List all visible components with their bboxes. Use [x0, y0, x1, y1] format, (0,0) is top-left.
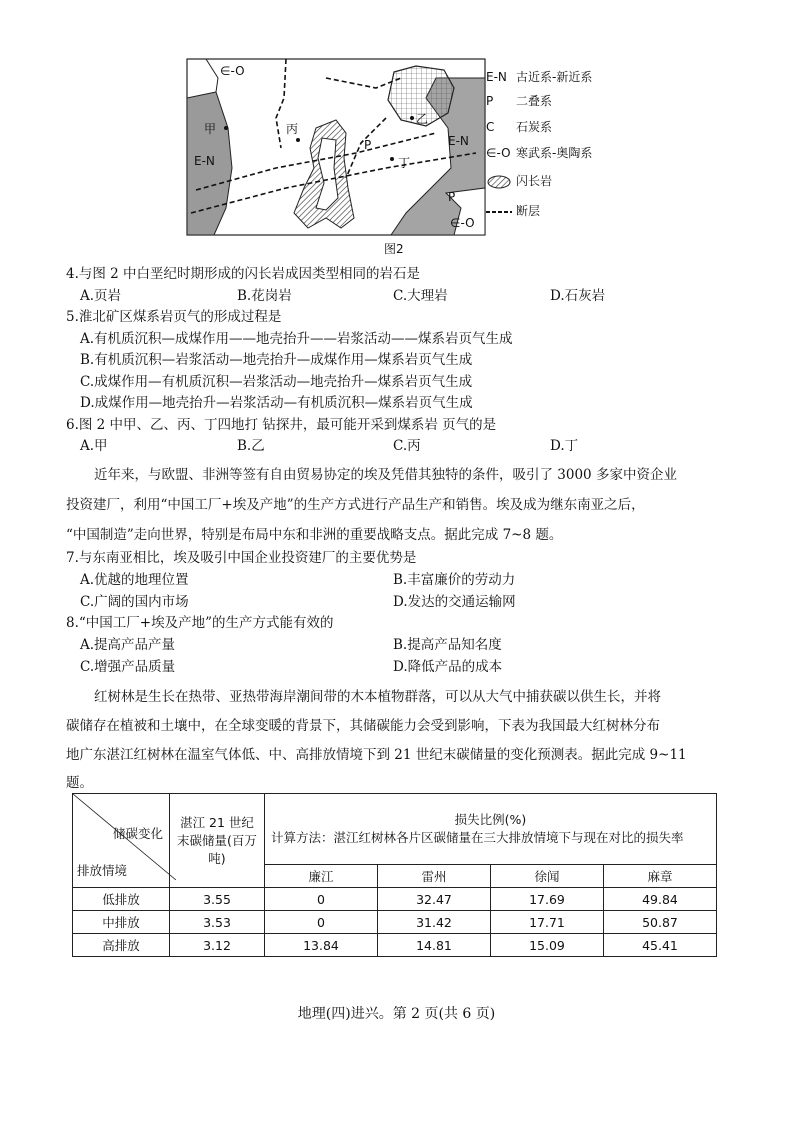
q5-option-a: A.有机质沉积—成煤作用——地壳抬升——岩浆活动——煤系岩页气生成 — [80, 331, 513, 347]
q7-option-d: D.发达的交通运输网 — [393, 594, 516, 610]
question-4-stem: 4.与图 2 中白垩纪时期形成的闪长岩成因类型相同的岩石是 — [66, 266, 421, 282]
loss-ratio-method: 计算方法：湛江红树林各片区碳储量在三大排放情境下与现在对比的损失率 — [271, 830, 684, 845]
scenario-cell: 低排放 — [73, 888, 170, 911]
fault-swatch-icon — [486, 207, 512, 217]
map-label-p: P — [364, 138, 372, 152]
value-cell: 32.47 — [377, 888, 490, 911]
legend-code: C — [486, 120, 495, 134]
value-cell: 17.71 — [490, 911, 603, 934]
legend-text: 古近系-新近系 — [516, 70, 593, 84]
value-cell: 14.81 — [377, 934, 490, 957]
value-cell: 13.84 — [265, 934, 378, 957]
map-label-yi: 乙 — [416, 112, 429, 126]
map-label-en: E-N — [194, 154, 215, 168]
map-label-ding: 丁 — [398, 156, 411, 170]
value-cell: 0 — [265, 911, 378, 934]
q8-option-c: C.增强产品质量 — [80, 659, 176, 675]
question-8-stem: 8.“中国工厂+埃及产地”的生产方式能有效的 — [66, 615, 334, 631]
scenario-cell: 高排放 — [73, 934, 170, 957]
location-dot — [410, 116, 414, 120]
q6-option-c: C.丙 — [393, 438, 421, 454]
q6-option-b: B.乙 — [237, 438, 265, 454]
map-label-bing: 丙 — [286, 122, 299, 136]
q7-option-a: A.优越的地理位置 — [80, 572, 189, 588]
region-header: 廉江 — [265, 865, 378, 888]
value-cell: 45.41 — [603, 934, 716, 957]
geologic-map — [186, 58, 486, 238]
scenario-cell: 中排放 — [73, 911, 170, 934]
value-cell: 15.09 — [490, 934, 603, 957]
table-row — [73, 934, 717, 957]
location-dot — [390, 157, 394, 161]
q5-option-c: C.成煤作用—有机质沉积—岩浆活动—地壳抬升—煤系岩页气生成 — [80, 374, 473, 390]
diorite-swatch-icon — [486, 174, 512, 190]
carbon-storage-table — [72, 793, 717, 957]
table-row — [73, 888, 717, 911]
map-label-p-right: P — [448, 190, 456, 204]
passage-2-line: 地广东湛江红树林在温室气体低、中、高排放情境下到 21 世纪末碳储量的变化预测表。据此完成 9~11 — [66, 747, 687, 763]
passage-2-line: 题。 — [66, 775, 93, 791]
legend-text: 石炭系 — [516, 120, 553, 134]
table-row — [73, 911, 717, 934]
legend-text: 二叠系 — [516, 94, 553, 108]
q7-option-b: B.丰富廉价的劳动力 — [393, 572, 516, 588]
page-footer: 地理(四)进兴。第 2 页(共 6 页) — [297, 1006, 496, 1022]
question-5-stem: 5.淮北矿区煤系岩页气的形成过程是 — [66, 309, 282, 325]
table-corner-cell — [73, 794, 170, 888]
location-dot — [224, 126, 228, 130]
value-cell: 50.87 — [603, 911, 716, 934]
legend-code: ∈-O — [486, 146, 511, 160]
corner-top-label: 储碳变化 — [112, 826, 163, 841]
q8-option-a: A.提高产品产量 — [80, 637, 176, 653]
legend-code: E-N — [486, 70, 507, 84]
q6-option-d: D.丁 — [550, 438, 579, 454]
question-7-stem: 7.与东南亚相比，埃及吸引中国企业投资建厂的主要优势是 — [66, 550, 417, 566]
q8-option-d: D.降低产品的成本 — [393, 659, 503, 675]
storage-cell: 3.55 — [170, 888, 265, 911]
question-6-stem: 6.图 2 中甲、乙、丙、丁四地打 钻探井，最可能开采到煤系岩 页气的是 — [66, 417, 497, 433]
value-cell: 49.84 — [603, 888, 716, 911]
passage-1-line: 投资建厂，利用“中国工厂+埃及产地”的生产方式进行产品生产和销售。埃及成为继东南亚之后， — [66, 497, 645, 513]
legend-item — [486, 92, 552, 109]
legend-item — [486, 172, 552, 190]
value-cell: 0 — [265, 888, 378, 911]
passage-1-line: 近年来，与欧盟、非洲等签有自由贸易协定的埃及凭借其独特的条件，吸引了 3000 多家中资企业 — [94, 467, 677, 483]
region-header: 雷州 — [377, 865, 490, 888]
storage-column-header: 湛江 21 世纪末碳储量(百万吨) — [170, 794, 265, 888]
loss-ratio-header — [265, 794, 717, 865]
q6-option-a: A.甲 — [80, 438, 108, 454]
legend-item — [486, 68, 592, 85]
region-header: 徐闻 — [490, 865, 603, 888]
legend-item — [486, 144, 592, 161]
storage-cell: 3.53 — [170, 911, 265, 934]
legend-text: 闪长岩 — [516, 174, 553, 188]
legend-text: 寒武系-奥陶系 — [516, 146, 593, 160]
q5-option-d: D.成煤作用—地壳抬升—岩浆活动—有机质沉积—煤系岩页气生成 — [80, 395, 473, 411]
q7-option-c: C.广阔的国内市场 — [80, 594, 189, 610]
location-dot — [296, 138, 300, 142]
map-label-eo: ∈-O — [220, 64, 245, 78]
storage-cell: 3.12 — [170, 934, 265, 957]
loss-ratio-title: 损失比例(%) — [454, 812, 527, 827]
legend-code: P — [486, 94, 494, 108]
figure-caption: 图2 — [384, 242, 404, 256]
legend-item — [486, 118, 552, 135]
q4-option-a: A.页岩 — [80, 288, 122, 304]
q4-option-b: B.花岗岩 — [237, 288, 292, 304]
map-label-en-right: E-N — [448, 134, 469, 148]
region-header: 麻章 — [603, 865, 716, 888]
passage-2-line: 碳储存在植被和土壤中，在全球变暖的背景下，其储碳能力会受到影响，下表为我国最大红树林分布 — [66, 718, 660, 734]
q8-option-b: B.提高产品知名度 — [393, 637, 502, 653]
value-cell: 17.69 — [490, 888, 603, 911]
map-label-jia: 甲 — [204, 122, 217, 136]
legend-text: 断层 — [516, 204, 541, 218]
q5-option-b: B.有机质沉积—岩浆活动—地壳抬升—成煤作用—煤系岩页气生成 — [80, 352, 473, 368]
passage-2-line: 红树林是生长在热带、亚热带海岸潮间带的木本植物群落，可以从大气中捕获碳以供生长，并将 — [94, 689, 661, 705]
q4-option-d: D.石灰岩 — [550, 288, 606, 304]
corner-bottom-label: 排放情境 — [77, 863, 128, 878]
map-label-eo-bottom: ∈-O — [450, 216, 475, 230]
legend-item — [486, 202, 540, 219]
passage-1-line: “中国制造”走向世界，特别是布局中东和非洲的重要战略支点。据此完成 7~8 题。 — [66, 527, 563, 543]
value-cell: 31.42 — [377, 911, 490, 934]
q4-option-c: C.大理岩 — [393, 288, 448, 304]
